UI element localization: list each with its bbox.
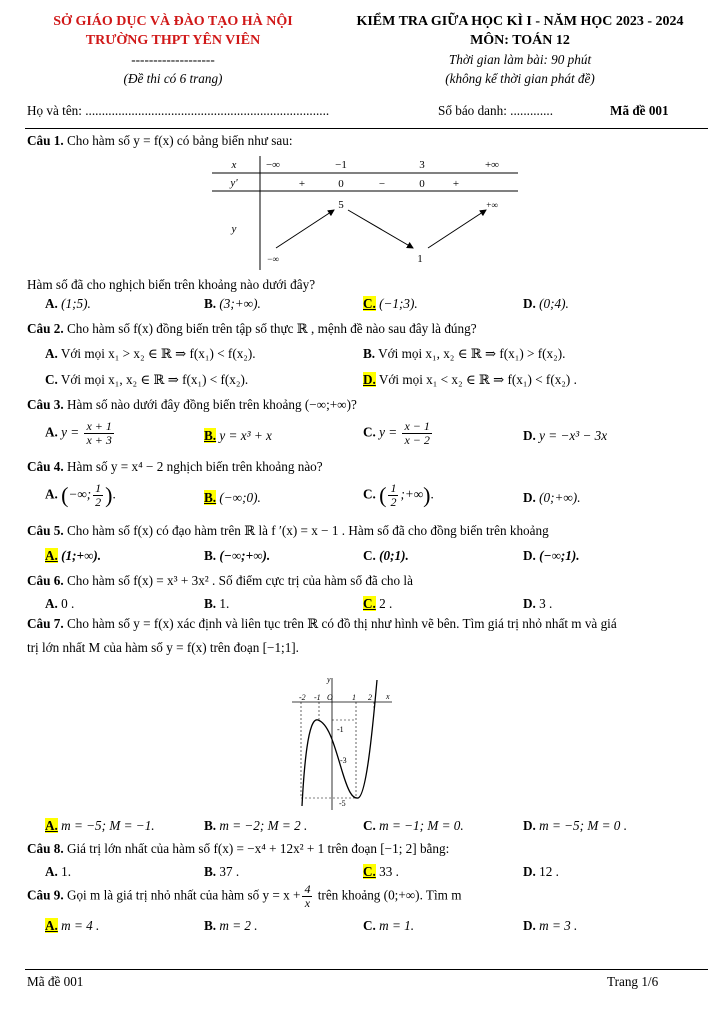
y-mark: -3 [340,756,347,765]
option-d[interactable] [523,818,627,834]
option-c[interactable] [363,918,414,934]
subject-title: MÔN: TOÁN 12 [470,33,570,48]
option-b[interactable] [204,548,270,564]
question-4 [27,459,323,475]
fraction [302,883,312,910]
footer-exam-code: Mã đề 001 [27,974,84,989]
option-a-correct[interactable] [45,818,155,834]
increase-arrow [276,210,334,248]
question-label: Câu 5. [27,523,64,538]
denominator: x + 3 [86,433,112,447]
decrease-arrow [348,210,413,248]
option-label: D. [523,864,536,879]
option-b[interactable] [204,864,239,880]
option-text: m = 1. [375,918,415,933]
question-label: Câu 7. [27,616,64,631]
option-label: A. [45,548,58,563]
option-label: C. [363,424,376,440]
table-y-value: 5 [338,199,344,211]
option-label: A. [45,346,58,361]
option-a[interactable] [45,420,116,447]
variation-table [210,154,520,272]
fraction [93,482,103,509]
x-tick: 2 [368,693,372,702]
question-label: Câu 6. [27,573,64,588]
option-text: (0;+∞). [535,490,581,505]
table-yprime-label: y' [230,177,238,189]
numerator: 1 [390,481,397,495]
option-label: A. [45,424,58,440]
option-text: m = −5; M = −1. [57,818,155,833]
option-label: B. [204,296,217,311]
time-note: (không kể thời gian phát đề) [445,71,595,86]
denominator: 2 [95,495,102,509]
option-label: A. [45,918,58,933]
option-text: Với mọi x₁, x₂ ∈ ℝ ⇒ f(x₁) > f(x₂). [375,346,566,361]
option-a[interactable] [45,864,71,880]
option-label: B. [204,918,217,933]
option-text: 2 . [375,596,393,611]
page-count: (Đề thi có 6 trang) [123,71,223,86]
option-a[interactable]: A. (−∞; $\frac{1}{2}$ ). [45,481,116,509]
option-text: m = −5; M = 0 . [535,818,627,833]
option-text: (−∞;+∞). [216,548,271,563]
option-label: C. [363,864,376,879]
student-id-field: Số báo danh: ............. [438,103,554,118]
option-label: D. [523,918,536,933]
question-3 [27,397,357,413]
fraction [84,420,113,447]
increase-arrow [428,210,486,248]
question-text: Gọi m là giá trị nhỏ nhất của hàm số y = x + [63,887,301,903]
option-text: Với mọi x₁ > x₂ ∈ ℝ ⇒ f(x₁) < f(x₂). [57,346,256,361]
table-y-value: 1 [417,253,423,265]
question-8 [27,841,449,857]
option-label: A. [45,864,58,879]
option-c-correct[interactable] [363,864,399,880]
question-label: Câu 1. [27,133,64,148]
option-d[interactable] [523,918,577,934]
option-text: y = [61,424,80,440]
option-text: (−∞;0). [216,490,261,505]
option-label: D. [523,490,536,505]
question-7 [27,616,617,632]
option-text: Với mọi x₁, x₂ ∈ ℝ ⇒ f(x₁) < f(x₂). [57,372,249,387]
option-text: (−∞;1). [535,548,580,563]
table-x-value: −1 [335,159,347,171]
option-d[interactable] [523,428,607,444]
option-text: −∞; [68,486,92,502]
option-label: B. [204,864,217,879]
question-text: Cho hàm số f(x) đồng biến trên tập số thực ℝ , mệnh đề nào sau đây là đúng? [63,321,477,336]
question-text: Hàm số y = x⁴ − 2 nghịch biến trên khoảng nào? [63,459,323,474]
option-text: (0;4). [539,296,569,311]
option-c[interactable] [45,372,248,388]
option-label: D. [523,296,536,311]
option-b[interactable] [363,346,565,362]
question-label: Câu 3. [27,397,64,412]
option-b[interactable] [204,596,229,612]
option-label: B. [204,548,217,563]
table-y-value: −∞ [267,254,279,264]
question-text: Cho hàm số y = f(x) xác định và liên tục trên ℝ có đồ thị như hình vẽ bên. Tìm giá trị nhỏ nhất m và giá [63,616,617,631]
option-label: A. [45,486,58,502]
option-label: B. [204,490,217,505]
option-label: A. [45,596,58,611]
option-label: C. [363,596,376,611]
option-b-correct[interactable] [204,428,272,444]
footer-divider [25,969,708,970]
question-label: Câu 9. [27,887,64,903]
option-text: m = 2 . [216,918,258,933]
numerator: 4 [304,882,311,896]
question-label: Câu 4. [27,459,64,474]
table-y-label: y [231,223,237,235]
option-c-correct[interactable] [363,296,418,312]
option-text: 0 . [57,596,75,611]
option-text: (3;+∞). [219,296,261,311]
option-c[interactable] [363,420,434,447]
x-tick: 1 [352,693,356,702]
question-2 [27,321,477,337]
option-label: D. [523,548,536,563]
option-label: D. [363,372,376,387]
denominator: x [304,896,311,910]
option-a[interactable] [45,296,91,312]
option-text: 12 . [535,864,559,879]
table-sign: − [378,178,386,190]
question-text: Hàm số nào dưới đây đồng biến trên khoảng (−∞;+∞)? [63,397,357,412]
option-d[interactable] [523,864,559,880]
fraction [388,482,398,509]
option-text-end: . [112,486,116,502]
option-label: A. [45,296,58,311]
option-label: D. [523,818,536,833]
table-x-label: x [231,159,237,171]
option-text: y = −x³ − 3x [535,428,608,443]
option-text: (1;5). [61,296,91,311]
option-label: A. [45,818,58,833]
fraction [402,420,431,447]
header-dashes: ------------------- [131,52,215,67]
option-text: (0;1). [375,548,409,563]
option-label: C. [363,818,376,833]
option-text: m = −2; M = 2 . [216,818,308,833]
option-text: 1. [216,596,230,611]
question-text: Cho hàm số f(x) có đạo hàm trên ℝ là f ′(x) = x − 1 . Hàm số đã cho đồng biến trên khoảng [63,523,549,538]
question-1 [27,133,292,149]
y-mark: -1 [337,725,344,734]
option-a[interactable] [45,596,74,612]
option-b[interactable] [204,918,258,934]
option-d-correct[interactable] [363,372,577,388]
numerator: x − 1 [404,419,430,433]
option-text: (−1;3). [379,296,418,311]
option-text: 3 . [535,596,553,611]
option-label: D. [523,596,536,611]
option-label: C. [363,296,376,311]
option-text: 33 . [375,864,399,879]
option-text: y = [379,424,398,440]
option-a-correct[interactable] [45,548,101,564]
question-9 [27,883,461,910]
option-b[interactable] [204,296,261,312]
question-text: Giá trị lớn nhất của hàm số f(x) = −x⁴ + 12x² + 1 trên đoạn [−1; 2] bằng: [63,841,450,856]
option-label: B. [204,428,217,443]
option-d[interactable] [523,596,552,612]
x-axis-label: x [386,692,390,701]
option-label: D. [523,428,536,443]
option-label: C. [363,548,376,563]
denominator: 2 [390,495,397,509]
option-b-correct[interactable] [204,490,261,506]
option-text: m = −1; M = 0. [375,818,464,833]
page-number: Trang 1/6 [607,974,659,989]
option-label: B. [204,596,217,611]
x-tick: O [327,693,333,702]
option-text: (1;+∞). [57,548,102,563]
function-graph [288,672,398,812]
option-c-correct[interactable] [363,596,392,612]
table-x-value: −∞ [265,159,281,171]
table-x-value: +∞ [484,159,500,171]
question-6 [27,573,413,589]
option-label: C. [363,486,376,502]
question-label: Câu 8. [27,841,64,856]
question-text-end: trên khoảng (0;+∞). Tìm m [314,887,462,903]
option-a-correct[interactable] [45,918,99,934]
option-label: C. [363,918,376,933]
table-y-value: +∞ [486,200,498,210]
question-7-line-2: trị lớn nhất M của hàm số y = f(x) trên đoạn [−1;1]. [27,640,299,655]
denominator: x − 2 [404,433,430,447]
y-axis-label: y [327,675,331,684]
option-text: m = 3 . [535,918,578,933]
department-name: SỞ GIÁO DỤC VÀ ĐÀO TẠO HÀ NỘI [53,14,293,29]
option-d[interactable] [523,490,581,506]
option-label: C. [45,372,58,387]
question-label: Câu 2. [27,321,64,336]
table-sign: + [298,178,306,190]
time-limit: Thời gian làm bài: 90 phút [448,52,592,67]
y-mark: -5 [339,799,346,808]
question-5 [27,523,549,539]
option-text: ;+∞ [400,486,424,502]
option-b[interactable] [204,818,307,834]
table-sign: + [452,178,460,190]
option-d[interactable] [523,548,580,564]
x-tick: -2 [299,693,306,702]
question-text: Cho hàm số f(x) = x³ + 3x² . Số điểm cực trị của hàm số đã cho là [63,573,413,588]
option-text: 1. [57,864,72,879]
numerator: 1 [95,481,102,495]
exam-code: Mã đề 001 [610,103,669,118]
header-divider [25,128,708,129]
question-text: Cho hàm số y = f(x) có bảng biến như sau: [63,133,293,148]
numerator: x + 1 [86,419,112,433]
table-sign: 0 [338,178,344,190]
option-c[interactable]: C. ( $\frac{1}{2}$ ;+∞). [363,481,434,509]
option-label: B. [363,346,376,361]
option-c[interactable] [363,548,409,564]
table-x-value: 3 [419,159,425,171]
option-d[interactable] [523,296,569,312]
option-text: y = x³ + x [216,428,272,443]
option-c[interactable] [363,818,464,834]
option-text: m = 4 . [57,918,100,933]
question-1-prompt: Hàm số đã cho nghịch biến trên khoảng nào dưới đây? [27,277,316,292]
name-field: Họ và tên: .......................................................................... [27,103,330,118]
option-label: B. [204,818,217,833]
option-text: 37 . [216,864,240,879]
option-a[interactable] [45,346,256,362]
table-sign: 0 [419,178,425,190]
x-tick: -1 [314,693,321,702]
school-name: TRƯỜNG THPT YÊN VIÊN [85,33,261,48]
option-text: Với mọi x₁ < x₂ ∈ ℝ ⇒ f(x₁) < f(x₂) . [375,372,577,387]
exam-title: KIỂM TRA GIỮA HỌC KÌ I - NĂM HỌC 2023 - 2024 [356,14,684,29]
